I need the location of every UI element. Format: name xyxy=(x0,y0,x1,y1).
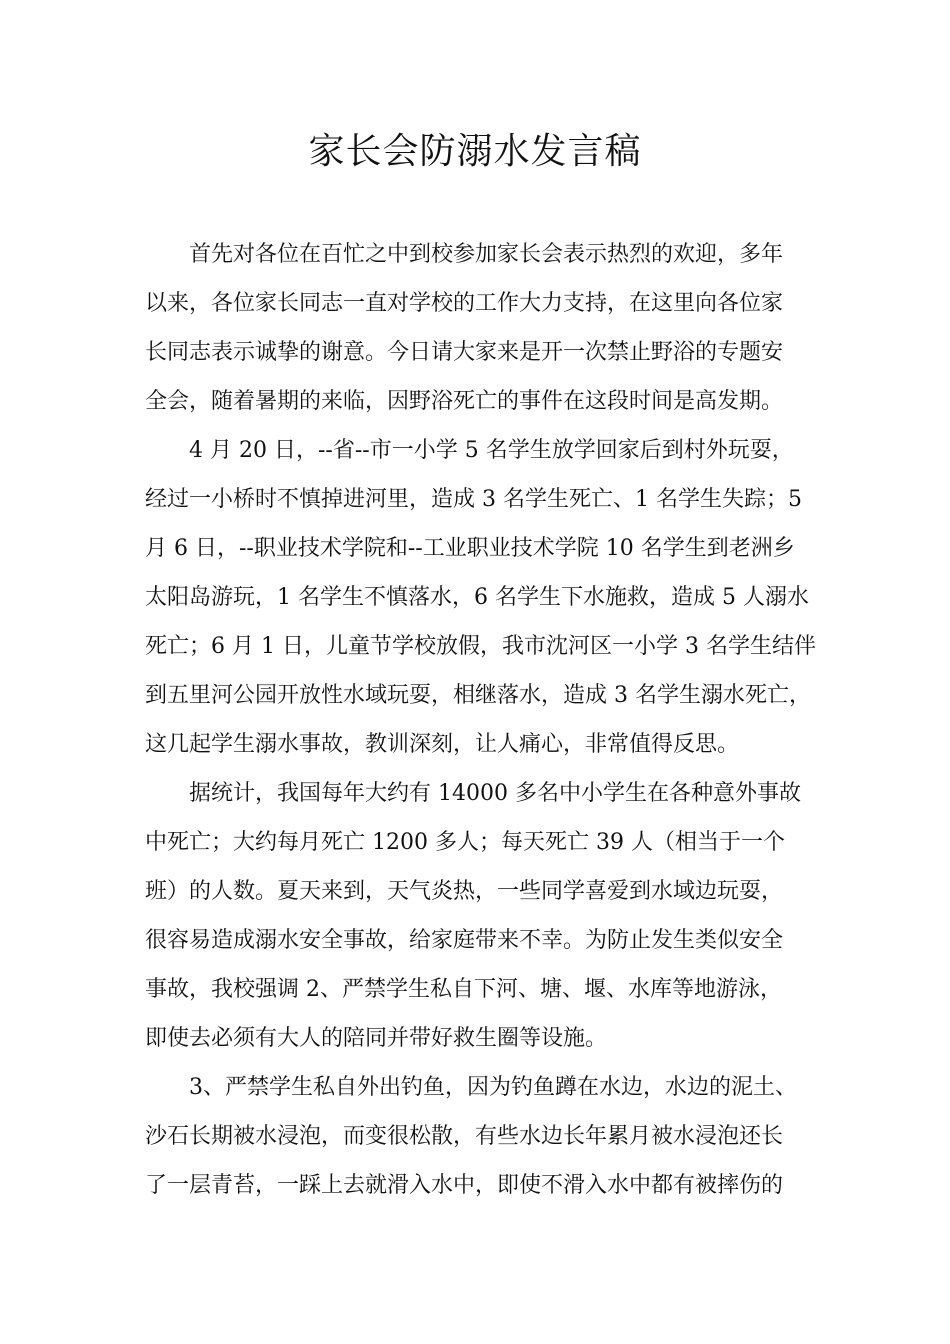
paragraph-line: 经过一小桥时不慎掉进河里，造成 3 名学生死亡、1 名学生失踪；5 xyxy=(145,487,802,512)
paragraph-line: 死亡；6 月 1 日，儿童节学校放假，我市沈河区一小学 3 名学生结伴 xyxy=(145,634,816,659)
paragraph-line: 全会，随着暑期的来临，因野浴死亡的事件在这段时间是高发期。 xyxy=(145,389,784,414)
paragraph-line: 到五里河公园开放性水域玩耍，相继落水，造成 3 名学生溺水死亡， xyxy=(145,683,811,708)
paragraph-line: 中死亡；大约每月死亡 1200 多人；每天死亡 39 人（相当于一个 xyxy=(145,830,785,855)
paragraph-line: 以来，各位家长同志一直对学校的工作大力支持，在这里向各位家 xyxy=(145,291,784,316)
paragraph-line: 即使去必须有大人的陪同并带好救生圈等设施。 xyxy=(145,1026,608,1051)
paragraph-line: 3、严禁学生私自外出钓鱼，因为钓鱼蹲在水边，水边的泥土、 xyxy=(189,1075,797,1100)
paragraph-line: 了一层青苔，一踩上去就滑入水中，即使不滑入水中都有被摔伤的 xyxy=(145,1173,784,1198)
paragraph-line: 事故，我校强调 2、严禁学生私自下河、塘、堰、水库等地游泳， xyxy=(145,977,782,1002)
paragraph-line: 长同志表示诚挚的谢意。今日请大家来是开一次禁止野浴的专题安 xyxy=(145,340,784,365)
paragraph-line: 很容易造成溺水安全事故，给家庭带来不幸。为防止发生类似安全 xyxy=(145,928,784,953)
paragraph-line: 太阳岛游玩，1 名学生不慎落水，6 名学生下水施救，造成 5 人溺水 xyxy=(145,585,809,610)
paragraph-line: 4 月 20 日，--省--市一小学 5 名学生放学回家后到村外玩耍， xyxy=(189,438,794,463)
paragraph-line: 班）的人数。夏天来到，天气炎热，一些同学喜爱到水域边玩耍， xyxy=(145,879,784,904)
paragraph-line: 沙石长期被水浸泡，而变很松散，有些水边长年累月被水浸泡还长 xyxy=(145,1124,784,1149)
paragraph-line: 首先对各位在百忙之中到校参加家长会表示热烈的欢迎，多年 xyxy=(189,242,784,267)
document-body xyxy=(145,230,825,1210)
paragraph-line: 这几起学生溺水事故，教训深刻，让人痛心，非常值得反思。 xyxy=(145,732,740,757)
paragraph-line: 据统计，我国每年大约有 14000 多名中小学生在各种意外事故 xyxy=(189,781,801,806)
paragraph-line: 月 6 日，--职业技术学院和--工业职业技术学院 10 名学生到老洲乡 xyxy=(145,536,795,561)
document-title: 家长会防溺水发言稿 xyxy=(308,131,642,172)
